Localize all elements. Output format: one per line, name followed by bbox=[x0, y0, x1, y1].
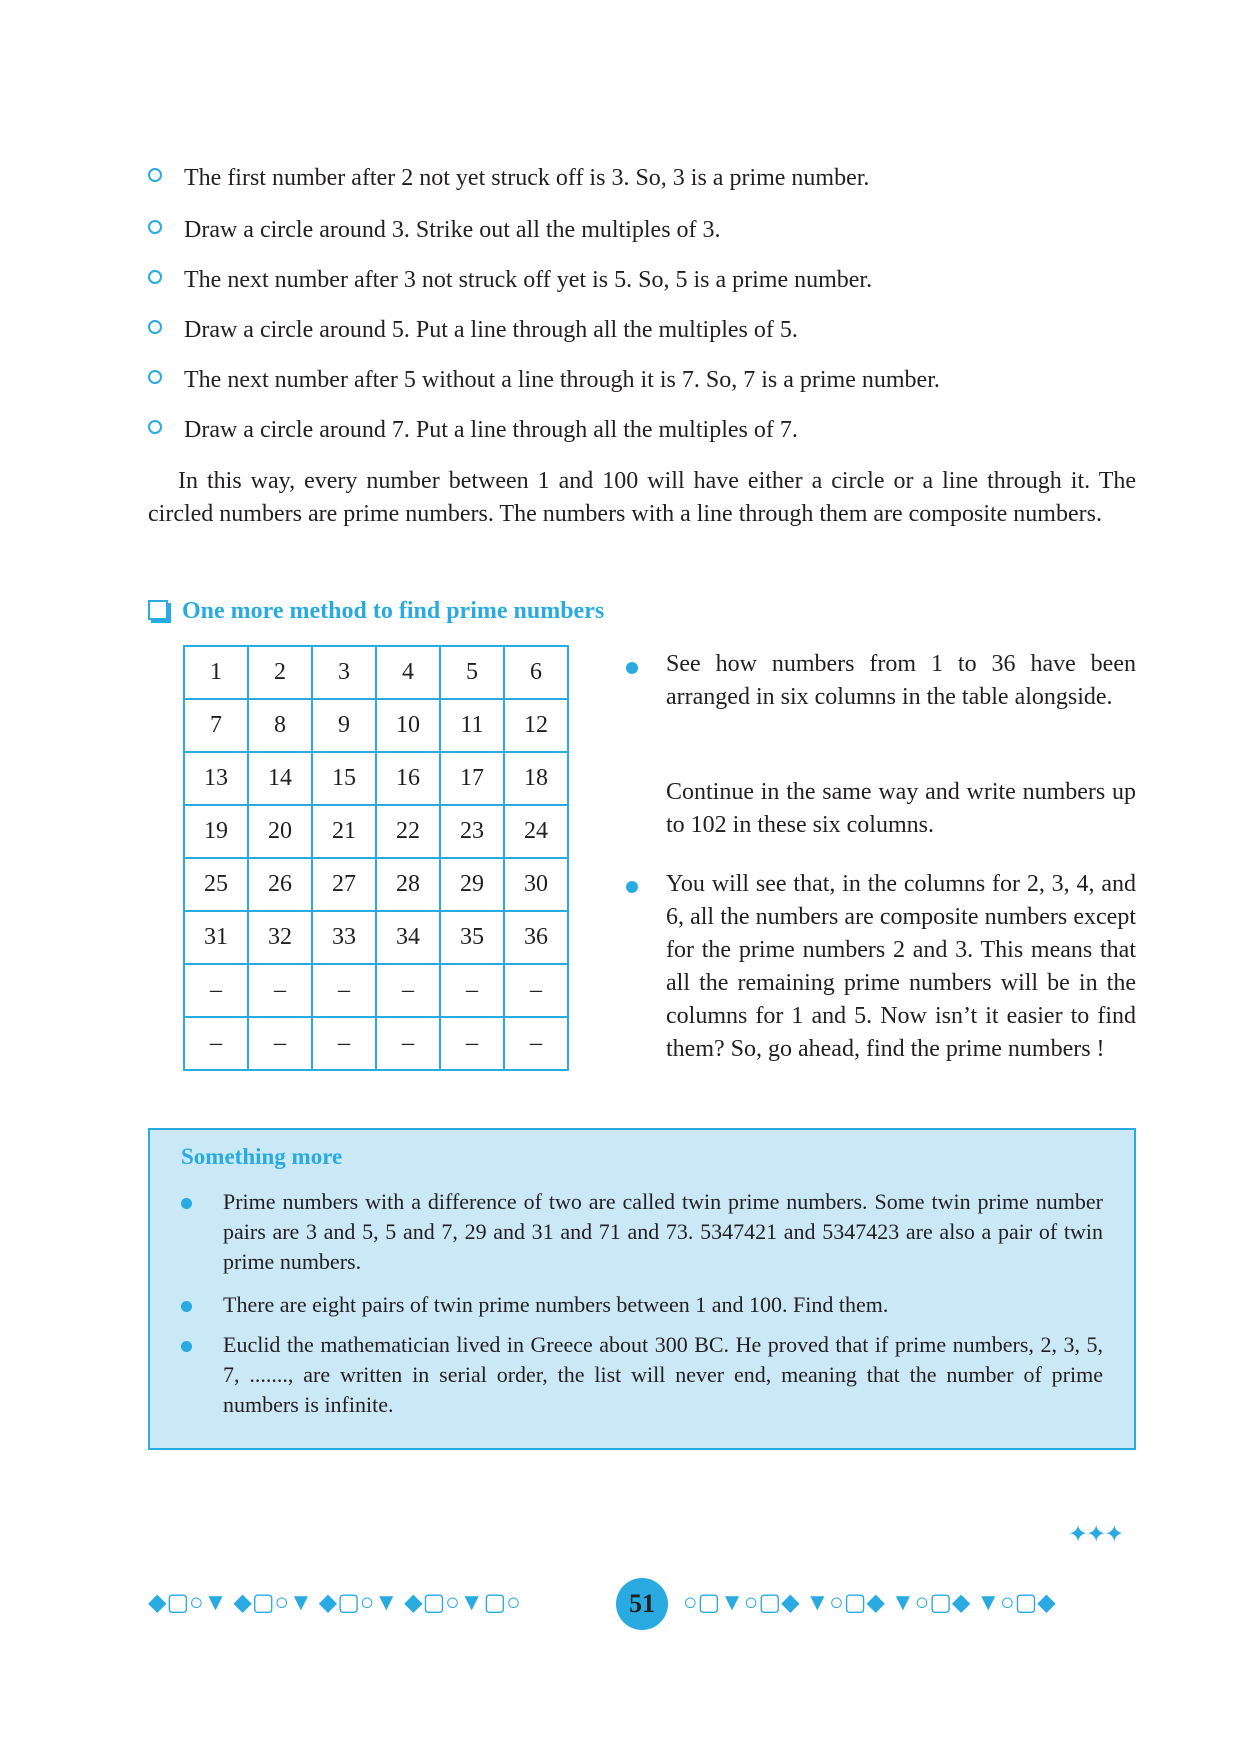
table-cell: – bbox=[440, 1017, 504, 1070]
summary-paragraph: In this way, every number between 1 and 100 will have either a circle or a line through it. The circled numbers are prime numbers. The numbers with a line through them are composite numbers. bbox=[148, 468, 1136, 527]
bullet-text: The first number after 2 not yet struck off is 3. So, 3 is a prime number. bbox=[184, 165, 870, 191]
table-cell: 20 bbox=[248, 805, 312, 858]
right-ornament: ○▢▼○▢◆ ▼○▢◆ ▼○▢◆ ▼○▢◆ bbox=[683, 1590, 1056, 1616]
dot-bullet-icon bbox=[626, 881, 638, 893]
number-table bbox=[183, 645, 569, 1071]
table-row bbox=[184, 964, 568, 1017]
table-cell: 6 bbox=[504, 646, 568, 699]
bullet-text: The next number after 5 without a line through it is 7. So, 7 is a prime number. bbox=[184, 367, 940, 393]
table-cell: 9 bbox=[312, 699, 376, 752]
table-cell: 4 bbox=[376, 646, 440, 699]
bullet-text: Draw a circle around 3. Strike out all the multiples of 3. bbox=[184, 217, 721, 243]
dot-bullet-icon bbox=[181, 1198, 192, 1209]
table-cell: 31 bbox=[184, 911, 248, 964]
bullet-text: Draw a circle around 5. Put a line through all the multiples of 5. bbox=[184, 317, 798, 343]
circle-bullet-icon bbox=[148, 420, 162, 434]
table-cell: – bbox=[248, 964, 312, 1017]
box-item: Prime numbers with a difference of two are called twin prime numbers. Some twin prime number pairs are 3 and 5, 5 and 7, 29 and 31 and 71 and 73. 5347421 and 5347423 are also a pair of twin prime numbers. bbox=[223, 1189, 1103, 1274]
table-cell: 3 bbox=[312, 646, 376, 699]
table-cell: 13 bbox=[184, 752, 248, 805]
table-cell: 21 bbox=[312, 805, 376, 858]
section-heading: One more method to find prime numbers bbox=[148, 598, 604, 625]
square-bullet-icon bbox=[148, 600, 168, 620]
table-cell: – bbox=[504, 964, 568, 1017]
box-title: Something more bbox=[181, 1144, 343, 1169]
table-cell: 8 bbox=[248, 699, 312, 752]
right-text-3: You will see that, in the columns for 2, 3, 4, and 6, all the numbers are composite numbers except for the prime numbers 2 and 3. This means that all the remaining prime numbers will be in the columns for 1 and 5. Now isn’t it easier to find them? So, go ahead, find the prime numbers ! bbox=[666, 871, 1136, 1062]
table-cell: 5 bbox=[440, 646, 504, 699]
table-cell: 24 bbox=[504, 805, 568, 858]
table-row bbox=[184, 1017, 568, 1070]
table-cell: – bbox=[248, 1017, 312, 1070]
table-cell: 10 bbox=[376, 699, 440, 752]
table-cell: 33 bbox=[312, 911, 376, 964]
table-cell: 19 bbox=[184, 805, 248, 858]
bullet-text: The next number after 3 not struck off yet is 5. So, 5 is a prime number. bbox=[184, 267, 873, 293]
table-row bbox=[184, 911, 568, 964]
table-cell: – bbox=[184, 1017, 248, 1070]
table-cell: 18 bbox=[504, 752, 568, 805]
star-ornament: ✦✦✦ bbox=[1068, 1522, 1123, 1548]
table-cell: 17 bbox=[440, 752, 504, 805]
right-text-1: See how numbers from 1 to 36 have been arranged in six columns in the table alongside. bbox=[666, 651, 1136, 710]
table-cell: 7 bbox=[184, 699, 248, 752]
table-cell: 12 bbox=[504, 699, 568, 752]
table-cell: – bbox=[184, 964, 248, 1017]
table-cell: 25 bbox=[184, 858, 248, 911]
circle-bullet-icon bbox=[148, 168, 162, 182]
dot-bullet-icon bbox=[626, 662, 638, 674]
table-cell: 27 bbox=[312, 858, 376, 911]
table-cell: 23 bbox=[440, 805, 504, 858]
table-cell: 16 bbox=[376, 752, 440, 805]
table-cell: 11 bbox=[440, 699, 504, 752]
table-cell: 15 bbox=[312, 752, 376, 805]
table-cell: 2 bbox=[248, 646, 312, 699]
table-cell: 29 bbox=[440, 858, 504, 911]
table-cell: 36 bbox=[504, 911, 568, 964]
circle-bullet-icon bbox=[148, 220, 162, 234]
right-text-2: Continue in the same way and write numbers up to 102 in these six columns. bbox=[666, 779, 1136, 838]
table-cell: 14 bbox=[248, 752, 312, 805]
table-cell: – bbox=[312, 964, 376, 1017]
table-cell: 32 bbox=[248, 911, 312, 964]
something-more-box bbox=[148, 1128, 1136, 1450]
table-row bbox=[184, 699, 568, 752]
page-number: 51 bbox=[616, 1578, 668, 1630]
dot-bullet-icon bbox=[181, 1341, 192, 1352]
table-row bbox=[184, 858, 568, 911]
circle-bullet-icon bbox=[148, 270, 162, 284]
table-cell: 35 bbox=[440, 911, 504, 964]
table-row bbox=[184, 752, 568, 805]
dot-bullet-icon bbox=[181, 1301, 192, 1312]
table-cell: 28 bbox=[376, 858, 440, 911]
table-row bbox=[184, 646, 568, 699]
table-cell: – bbox=[504, 1017, 568, 1070]
left-ornament: ◆▢○▼ ◆▢○▼ ◆▢○▼ ◆▢○▼▢○ bbox=[148, 1590, 521, 1616]
table-cell: 26 bbox=[248, 858, 312, 911]
box-item: There are eight pairs of twin prime numbers between 1 and 100. Find them. bbox=[223, 1292, 889, 1317]
table-cell: 34 bbox=[376, 911, 440, 964]
table-cell: – bbox=[376, 964, 440, 1017]
table-cell: – bbox=[440, 964, 504, 1017]
circle-bullet-icon bbox=[148, 370, 162, 384]
table-cell: 22 bbox=[376, 805, 440, 858]
table-row bbox=[184, 805, 568, 858]
bullet-text: Draw a circle around 7. Put a line through all the multiples of 7. bbox=[184, 417, 798, 443]
circle-bullet-icon bbox=[148, 320, 162, 334]
table-cell: 1 bbox=[184, 646, 248, 699]
table-cell: 30 bbox=[504, 858, 568, 911]
box-item: Euclid the mathematician lived in Greece about 300 BC. He proved that if prime numbers, 2, 3, 5, 7, ......., are written in serial order, the list will never end, meaning that the number of prime numbers is infinite. bbox=[223, 1332, 1103, 1417]
table-cell: – bbox=[312, 1017, 376, 1070]
table-cell: – bbox=[376, 1017, 440, 1070]
